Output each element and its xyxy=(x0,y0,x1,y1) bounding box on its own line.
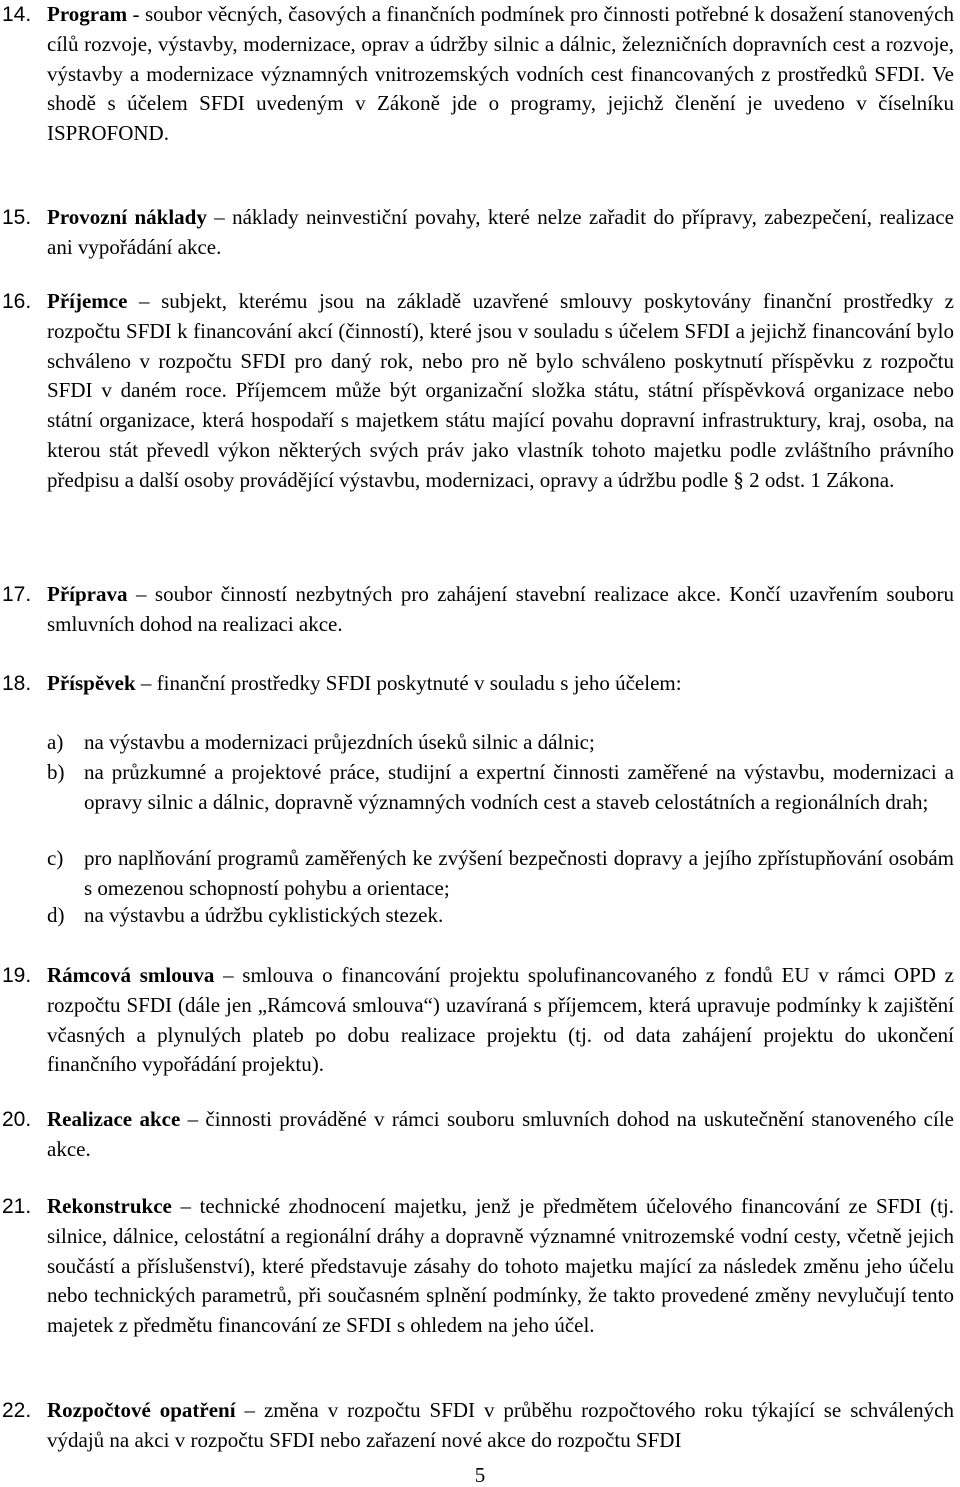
item-number: 18. xyxy=(2,672,32,695)
subitem-b xyxy=(47,758,954,818)
item-text: – soubor činností nezbytných pro zahájení stavební realizace akce. Končí uzavřením souboru smluvních dohod na realizaci akce. xyxy=(47,582,954,636)
defined-term: Rámcová smlouva xyxy=(47,963,215,987)
definition-item-14 xyxy=(0,0,954,149)
item-body xyxy=(47,1396,954,1456)
subitem-text: na průzkumné a projektové práce, studijní a expertní činnosti zaměřené na výstavbu, modernizaci a opravy silnic a dálnic, dopravně významných vodních cest a staveb celostátních a regionálních drah; xyxy=(84,760,954,814)
item-number: 17. xyxy=(2,583,32,606)
defined-term: Realizace akce xyxy=(47,1107,181,1131)
defined-term: Provozní náklady xyxy=(47,205,207,229)
definition-item-18 xyxy=(0,669,954,699)
item-text: – subjekt, kterému jsou na základě uzavřené smlouvy poskytovány finanční prostředky z rozpočtu SFDI k financování akcí (činností), které jsou v souladu s účelem SFDI a jejichž financování bylo schváleno v rozpočtu SFDI pro daný rok, nebo pro ně bylo schváleno poskytnutí příspěvku z rozpočtu SFDI v daném roce. Příjemcem může být organizační složka státu, státní příspěvková organizace nebo státní organizace, která hospodaří s majetkem státu mající povahu dopravní infrastruktury, kraj, osoba, na kterou stát převedl výkon některých svých práv jako vlastník tohoto majetku podle zvláštního právního předpisu a další osoby provádějící výstavbu, modernizaci, opravy a údržbu podle § 2 odst. 1 Zákona. xyxy=(47,289,954,492)
subitem-a xyxy=(47,728,954,758)
subitem-label: a) xyxy=(47,730,64,754)
item-number: 16. xyxy=(2,290,32,313)
item-body xyxy=(47,1105,954,1165)
item-text: – náklady neinvestiční povahy, které nelze zařadit do přípravy, zabezpečení, realizace ani vypořádání akce. xyxy=(47,205,954,259)
definition-item-22 xyxy=(0,1396,954,1456)
defined-term: Příprava xyxy=(47,582,128,606)
page-number: 5 xyxy=(474,1463,486,1487)
item-number: 19. xyxy=(2,964,32,987)
item-number: 22. xyxy=(2,1399,32,1422)
item-text: – změna v rozpočtu SFDI v průběhu rozpočtového roku týkající se schválených výdajů na akci v rozpočtu SFDI nebo zařazení nové akce do rozpočtu SFDI xyxy=(47,1398,954,1452)
defined-term: Příspěvek xyxy=(47,671,136,695)
item-text: – technické zhodnocení majetku, jenž je předmětem účelového financování ze SFDI (tj. silnice, dálnice, celostátní a regionální dráhy a dopravně významné vnitrozemské vodní cesty, včetně jejich součástí a příslušenství), které představuje zásahy do tohoto majetku mající za následek změnu jeho účelu nebo technických parametrů, při současném splnění podmínky, že takto provedené změny nevylučují tento majetek z předmětu financování ze SFDI s ohledem na jeho účel. xyxy=(47,1194,954,1338)
definition-item-16 xyxy=(0,287,954,496)
subitem-c xyxy=(47,844,954,904)
defined-term: Rozpočtové opatření xyxy=(47,1398,236,1422)
item-number: 14. xyxy=(2,3,32,26)
subitem-text: pro naplňování programů zaměřených ke zvýšení bezpečnosti dopravy a jejího zpřístupňování osobám s omezenou schopností pohybu a orientace; xyxy=(84,846,954,900)
defined-term: Program xyxy=(47,2,128,26)
item-number: 20. xyxy=(2,1108,32,1131)
item-body xyxy=(47,0,954,149)
defined-term: Rekonstrukce xyxy=(47,1194,172,1218)
item-number: 21. xyxy=(2,1195,32,1218)
definition-item-17 xyxy=(0,580,954,640)
definition-item-20 xyxy=(0,1105,954,1165)
item-number: 15. xyxy=(2,206,32,229)
item-text: – smlouva o financování projektu spolufinancovaného z fondů EU v rámci OPD z rozpočtu SFDI (dále jen „Rámcová smlouva“) uzavíraná s příjemcem, která upravuje podmínky k zajištění včasných a plynulých plateb po dobu realizace projektu (tj. od data zahájení projektu do ukončení finančního vypořádání projektu). xyxy=(47,963,954,1077)
item-text: - soubor věcných, časových a finančních podmínek pro činnosti potřebné k dosažení stanovených cílů rozvoje, výstavby, modernizace, oprav a údržby silnic a dálnic, železničních dopravních cest a rozvoje, výstavby a modernizace významných vnitrozemských vodních cest financovaných z prostředků SFDI. Ve shodě s účelem SFDI uvedeným v Zákoně jde o programy, jejichž členění je uvedeno v číselníku ISPROFOND. xyxy=(47,2,954,146)
definition-item-15 xyxy=(0,203,954,263)
subitem-text: na výstavbu a modernizaci průjezdních úseků silnic a dálnic; xyxy=(84,730,595,754)
definition-item-21 xyxy=(0,1192,954,1341)
item-body xyxy=(47,580,954,640)
item-body xyxy=(47,669,954,699)
definition-item-19 xyxy=(0,961,954,1080)
item-text: – finanční prostředky SFDI poskytnuté v souladu s jeho účelem: xyxy=(135,671,682,695)
subitem-d xyxy=(47,901,954,931)
item-body xyxy=(47,203,954,263)
defined-term: Příjemce xyxy=(47,289,128,313)
item-text: – činnosti prováděné v rámci souboru smluvních dohod na uskutečnění stanoveného cíle akce. xyxy=(47,1107,954,1161)
subitem-text: na výstavbu a údržbu cyklistických stezek. xyxy=(84,903,444,927)
subitem-label: c) xyxy=(47,846,64,870)
item-body xyxy=(47,287,954,496)
item-body xyxy=(47,1192,954,1341)
subitem-label: d) xyxy=(47,903,65,927)
item-body xyxy=(47,961,954,1080)
subitem-label: b) xyxy=(47,760,65,784)
